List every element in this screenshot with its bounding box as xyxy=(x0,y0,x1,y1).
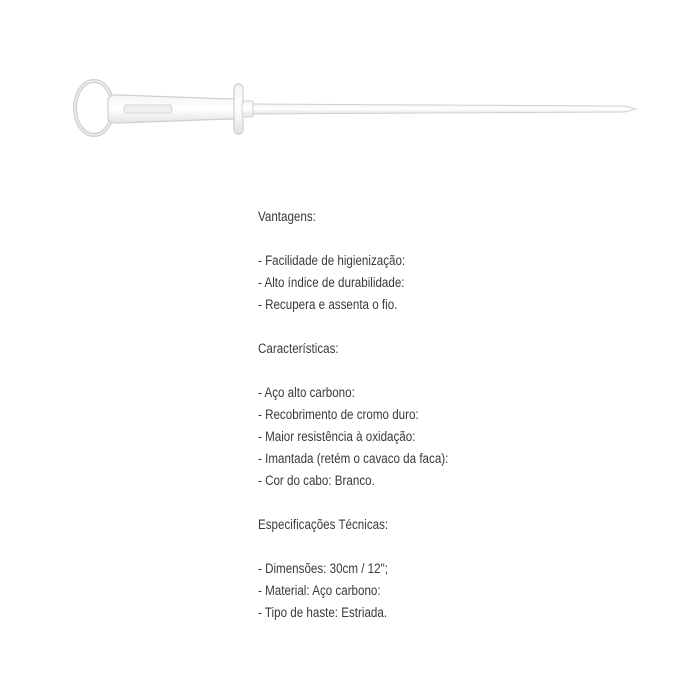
section-advantages xyxy=(258,206,619,316)
spacer xyxy=(258,536,619,558)
list-item: - Recupera e assenta o fio. xyxy=(258,297,398,312)
spacer xyxy=(258,360,619,382)
section-specifications xyxy=(258,514,619,624)
list-item: - Cor do cabo: Branco. xyxy=(258,473,375,488)
list-item: - Material: Aço carbono: xyxy=(258,583,381,598)
spacer xyxy=(258,228,619,250)
spacer xyxy=(258,316,619,338)
list-item: - Tipo de haste: Estriada. xyxy=(258,605,388,620)
honing-steel-icon xyxy=(60,60,660,160)
spacer xyxy=(258,492,619,514)
list-item: - Aço alto carbono: xyxy=(258,385,355,400)
list-item: - Recobrimento de cromo duro: xyxy=(258,407,419,422)
section-title: Vantagens: xyxy=(258,209,316,224)
section-list xyxy=(258,250,619,316)
section-list xyxy=(258,382,619,492)
product-description xyxy=(258,206,619,624)
list-item: - Alto índice de durabilidade: xyxy=(258,275,405,290)
list-item: - Maior resistência à oxidação: xyxy=(258,429,416,444)
section-title: Características: xyxy=(258,341,339,356)
section-title: Especificações Técnicas: xyxy=(258,517,389,532)
section-list xyxy=(258,558,619,624)
list-item: - Facilidade de higienização: xyxy=(258,253,406,268)
list-item: - Dimensões: 30cm / 12"; xyxy=(258,561,388,576)
section-characteristics xyxy=(258,338,619,492)
list-item: - Imantada (retém o cavaco da faca): xyxy=(258,451,449,466)
